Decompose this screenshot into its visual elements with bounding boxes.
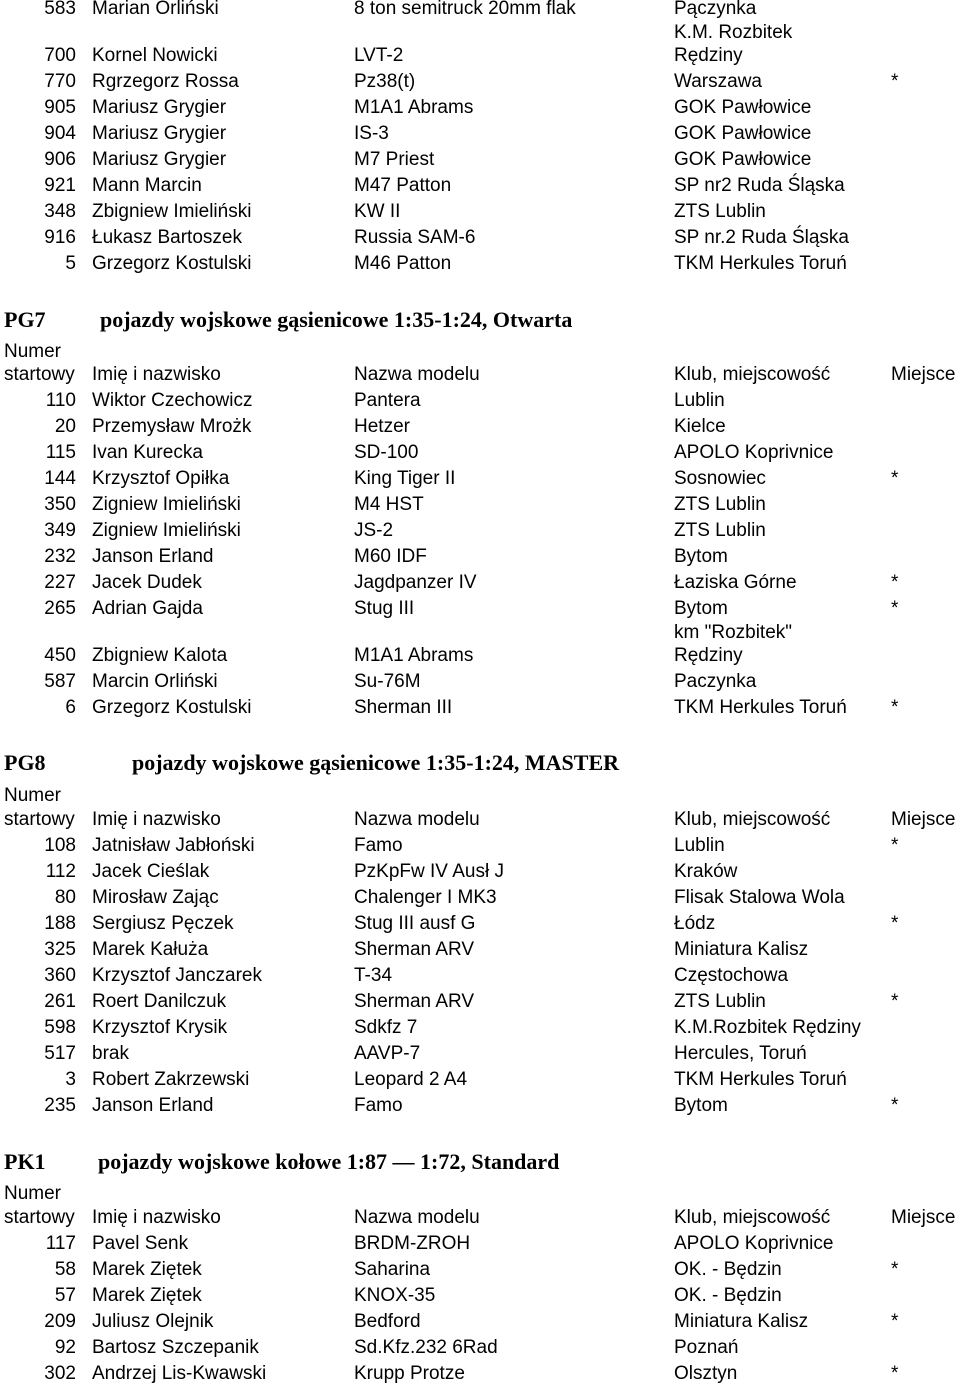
participant-name: Mariusz Grygier: [92, 149, 227, 170]
start-number: 302: [44, 1363, 76, 1384]
participant-name: Grzegorz Kostulski: [92, 253, 252, 274]
model-name: Russia SAM-6: [354, 227, 476, 248]
table-row: [0, 251, 960, 277]
start-number: 209: [44, 1311, 76, 1332]
section-title: pojazdy wojskowe gąsienicowe 1:35-1:24, MASTER: [132, 750, 620, 775]
club-location: ZTS Lublin: [674, 520, 766, 541]
start-number: 6: [65, 697, 76, 718]
table-row: [0, 859, 960, 885]
participant-name: Krzysztof Krysik: [92, 1017, 228, 1038]
start-number: 110: [45, 390, 76, 411]
participant-name: Zbigniew Kalota: [92, 645, 228, 666]
club-location: OK. - Będzin: [674, 1259, 782, 1280]
participant-name: Mirosław Zając: [92, 887, 219, 908]
header-place: Miejsce: [891, 809, 956, 830]
model-name: Krupp Protze: [354, 1363, 465, 1384]
club-location: Lublin: [674, 835, 725, 856]
start-number: 904: [44, 123, 76, 144]
place-marker: *: [891, 1363, 899, 1384]
place-marker: *: [891, 1095, 899, 1116]
header-model: Nazwa modelu: [354, 364, 480, 385]
model-name: Stug III: [354, 598, 415, 619]
start-number: 117: [45, 1233, 76, 1254]
participant-name: Mann Marcin: [92, 175, 202, 196]
table-row: [0, 963, 960, 989]
participant-name: Sergiusz Pęczek: [92, 913, 234, 934]
model-name: JS-2: [354, 520, 394, 541]
start-number: 921: [44, 175, 76, 196]
club-location: Paczynka: [674, 671, 757, 692]
model-name: M1A1 Abrams: [354, 97, 474, 118]
club-location-line2: K.M. Rozbitek: [674, 22, 793, 43]
place-marker: *: [891, 1311, 899, 1332]
start-number: 517: [44, 1043, 76, 1064]
participant-name: Adrian Gajda: [92, 598, 203, 619]
model-name: M60 IDF: [354, 546, 427, 567]
club-location: Flisak Stalowa Wola: [674, 887, 845, 908]
table-row: [0, 570, 960, 596]
section-heading-pk1: [0, 1147, 960, 1177]
club-location: GOK Pawłowice: [674, 149, 812, 170]
model-name: Pz38(t): [354, 71, 416, 92]
table-row: [0, 518, 960, 544]
table-row: [0, 492, 960, 518]
model-name: Sdkfz 7: [354, 1017, 418, 1038]
header-name: Imię i nazwisko: [92, 364, 221, 385]
club-location: Olsztyn: [674, 1363, 738, 1384]
header-place: Miejsce: [891, 364, 956, 385]
club-location: Pączynka: [674, 0, 757, 19]
place-marker: *: [891, 71, 899, 92]
place-marker: *: [891, 991, 899, 1012]
table-row: [0, 466, 960, 492]
club-location: APOLO Koprivnice: [674, 1233, 834, 1254]
table-header: [0, 807, 960, 833]
header-startowy: startowy: [4, 809, 75, 830]
start-number: 261: [44, 991, 76, 1012]
club-location: K.M.Rozbitek Rędziny: [674, 1017, 861, 1038]
start-number: 770: [44, 71, 76, 92]
club-location: OK. - Będzin: [674, 1285, 782, 1306]
participant-name: Jacek Cieślak: [92, 861, 210, 882]
start-number: 80: [54, 887, 76, 908]
start-number: 350: [44, 494, 76, 515]
place-marker: *: [891, 598, 899, 619]
model-name: M4 HST: [354, 494, 424, 515]
club-location: TKM Herkules Toruń: [674, 697, 847, 718]
section-code: PK1: [4, 1149, 46, 1174]
start-number: 905: [44, 97, 76, 118]
header-club: Klub, miejscowość: [674, 809, 831, 830]
participant-name: Marek Ziętek: [92, 1259, 202, 1280]
club-location: Bytom: [674, 546, 728, 567]
model-name: Sherman ARV: [354, 991, 475, 1012]
participant-name: Jacek Dudek: [92, 572, 202, 593]
club-location: SP nr.2 Ruda Śląska: [674, 227, 849, 248]
header-place: Miejsce: [891, 1207, 956, 1228]
club-location-line1: km "Rozbitek": [674, 622, 793, 643]
start-number: 325: [44, 939, 76, 960]
start-number: 232: [44, 546, 76, 567]
start-number: 108: [44, 835, 76, 856]
club-location: Kraków: [674, 861, 738, 882]
table-row: [0, 833, 960, 859]
start-number: 227: [44, 572, 76, 593]
start-number: 235: [44, 1095, 76, 1116]
participant-name: Roert Danilczuk: [92, 991, 227, 1012]
club-location: SP nr2 Ruda Śląska: [674, 175, 845, 196]
section-heading-pg8: [0, 748, 960, 778]
participant-name: Juliusz Olejnik: [92, 1311, 214, 1332]
table-row: [0, 1361, 960, 1387]
model-name: SD-100: [354, 442, 419, 463]
table-row: [0, 1257, 960, 1283]
header-name: Imię i nazwisko: [92, 1207, 221, 1228]
place-marker: *: [891, 468, 899, 489]
table-row: [0, 885, 960, 911]
model-name: T-34: [354, 965, 393, 986]
participant-name: Jatnisław Jabłoński: [92, 835, 255, 856]
place-marker: *: [891, 572, 899, 593]
start-number: 188: [44, 913, 76, 934]
section-title: pojazdy wojskowe gąsienicowe 1:35-1:24, Otwarta: [100, 307, 573, 332]
model-name: AAVP-7: [354, 1043, 421, 1064]
club-location: Łódz: [674, 913, 716, 934]
table-row: [0, 669, 960, 695]
model-name: Leopard 2 A4: [354, 1069, 468, 1090]
model-name: M46 Patton: [354, 253, 452, 274]
table-row: [0, 225, 960, 251]
start-number: 583: [44, 0, 76, 19]
table-row: [0, 544, 960, 570]
table-row: [0, 121, 960, 147]
club-location: Lublin: [674, 390, 725, 411]
table-row: [0, 695, 960, 721]
club-location: Rędziny: [674, 45, 743, 66]
table-row: [0, 147, 960, 173]
place-marker: *: [891, 835, 899, 856]
table-row: [0, 937, 960, 963]
model-name: Sherman III: [354, 697, 453, 718]
participant-name: Grzegorz Kostulski: [92, 697, 252, 718]
club-location: Rędziny: [674, 645, 743, 666]
club-location: ZTS Lublin: [674, 494, 766, 515]
club-location: Bytom: [674, 598, 728, 619]
header-name: Imię i nazwisko: [92, 809, 221, 830]
participant-name: Robert Zakrzewski: [92, 1069, 250, 1090]
start-number: 92: [54, 1337, 76, 1358]
section-code: PG8: [4, 750, 46, 775]
start-number: 598: [44, 1017, 76, 1038]
place-marker: *: [891, 697, 899, 718]
participant-name: Janson Erland: [92, 1095, 214, 1116]
header-numer: Numer: [4, 1183, 62, 1204]
table-row: [0, 199, 960, 225]
model-name: Jagdpanzer IV: [354, 572, 477, 593]
club-location: TKM Herkules Toruń: [674, 1069, 847, 1090]
header-club: Klub, miejscowość: [674, 1207, 831, 1228]
table-row: [0, 643, 960, 669]
table-header: [0, 362, 960, 388]
start-number: 58: [54, 1259, 76, 1280]
table-row: [0, 440, 960, 466]
model-name: Famo: [354, 1095, 403, 1116]
club-location: Hercules, Toruń: [674, 1043, 807, 1064]
table-row: [0, 0, 960, 22]
model-name: Sd.Kfz.232 6Rad: [354, 1337, 498, 1358]
start-number: 265: [44, 598, 76, 619]
participant-name: Marcin Orliński: [92, 671, 218, 692]
model-name: KW II: [354, 201, 401, 222]
model-name: M7 Priest: [354, 149, 435, 170]
model-name: PzKpFw IV Ausł J: [354, 861, 504, 882]
start-number: 57: [54, 1285, 76, 1306]
participant-name: Andrzej Lis-Kwawski: [92, 1363, 267, 1384]
participant-name: Krzysztof Opiłka: [92, 468, 230, 489]
start-number: 450: [44, 645, 76, 666]
participant-name: Ivan Kurecka: [92, 442, 203, 463]
participant-name: Janson Erland: [92, 546, 214, 567]
club-location: Warszawa: [674, 71, 762, 92]
header-model: Nazwa modelu: [354, 1207, 480, 1228]
place-marker: *: [891, 913, 899, 934]
model-name: M1A1 Abrams: [354, 645, 474, 666]
participant-name: Bartosz Szczepanik: [92, 1337, 259, 1358]
model-name: Famo: [354, 835, 403, 856]
participant-name: Wiktor Czechowicz: [92, 390, 253, 411]
table-row: [0, 1335, 960, 1361]
table-row: [0, 43, 960, 69]
model-name: King Tiger II: [354, 468, 456, 489]
table-row: [0, 1067, 960, 1093]
start-number: 700: [44, 45, 76, 66]
start-number: 3: [65, 1069, 76, 1090]
participant-name: Zbigniew Imieliński: [92, 201, 252, 222]
table-row: [0, 989, 960, 1015]
header-startowy: startowy: [4, 1207, 75, 1228]
club-location: Kielce: [674, 416, 726, 437]
start-number: 20: [54, 416, 76, 437]
header-model: Nazwa modelu: [354, 809, 480, 830]
club-location: Miniatura Kalisz: [674, 1311, 809, 1332]
model-name: Saharina: [354, 1259, 431, 1280]
participant-name: Kornel Nowicki: [92, 45, 218, 66]
participant-name: Zigniew Imieliński: [92, 494, 241, 515]
participant-name: Mariusz Grygier: [92, 97, 227, 118]
start-number: 5: [65, 253, 76, 274]
participant-name: Przemysław Mrożk: [92, 416, 252, 437]
participant-name: Rgrzegorz Rossa: [92, 71, 239, 92]
header-numer: Numer: [4, 341, 62, 362]
club-location: GOK Pawłowice: [674, 97, 812, 118]
model-name: Stug III ausf G: [354, 913, 476, 934]
section-title: pojazdy wojskowe kołowe 1:87 — 1:72, Standard: [98, 1149, 560, 1174]
participant-name: Krzysztof Janczarek: [92, 965, 262, 986]
model-name: Sherman ARV: [354, 939, 475, 960]
club-location: Sosnowiec: [674, 468, 766, 489]
model-name: KNOX-35: [354, 1285, 436, 1306]
table-row: [0, 1283, 960, 1309]
table-row: [0, 414, 960, 440]
start-number: 115: [45, 442, 76, 463]
start-number: 144: [44, 468, 76, 489]
club-location: Poznań: [674, 1337, 739, 1358]
table-row: [0, 95, 960, 121]
section-code: PG7: [4, 307, 46, 332]
table-row: [0, 1015, 960, 1041]
start-number: 906: [44, 149, 76, 170]
start-number: 349: [44, 520, 76, 541]
club-location: APOLO Koprivnice: [674, 442, 834, 463]
start-number: 587: [44, 671, 76, 692]
table-row: [0, 1041, 960, 1067]
participant-name: Marian Orliński: [92, 0, 219, 19]
table-row: [0, 1231, 960, 1257]
table-row: [0, 911, 960, 937]
participant-name: Zigniew Imieliński: [92, 520, 241, 541]
table-row: [0, 1309, 960, 1335]
start-number: 360: [44, 965, 76, 986]
table-row: [0, 173, 960, 199]
model-name: 8 ton semitruck 20mm flak: [354, 0, 576, 19]
club-location: Miniatura Kalisz: [674, 939, 809, 960]
club-location: ZTS Lublin: [674, 991, 766, 1012]
model-name: M47 Patton: [354, 175, 452, 196]
table-row: [0, 596, 960, 622]
model-name: IS-3: [354, 123, 389, 144]
model-name: Pantera: [354, 390, 421, 411]
table-row: [0, 1093, 960, 1119]
model-name: Chalenger I MK3: [354, 887, 497, 908]
model-name: LVT-2: [354, 45, 404, 66]
start-number: 112: [45, 861, 76, 882]
header-startowy: startowy: [4, 364, 75, 385]
club-location: Bytom: [674, 1095, 728, 1116]
section-heading-pg7: [0, 305, 960, 335]
participant-name: brak: [92, 1043, 129, 1064]
participant-name: Mariusz Grygier: [92, 123, 227, 144]
table-row: [0, 388, 960, 414]
start-number: 348: [44, 201, 76, 222]
club-location: Łaziska Górne: [674, 572, 797, 593]
club-location: TKM Herkules Toruń: [674, 253, 847, 274]
club-location: Częstochowa: [674, 965, 789, 986]
table-row: [0, 69, 960, 95]
model-name: BRDM-ZROH: [354, 1233, 471, 1254]
participant-name: Marek Kałuża: [92, 939, 209, 960]
club-location: ZTS Lublin: [674, 201, 766, 222]
model-name: Su-76M: [354, 671, 421, 692]
club-location: GOK Pawłowice: [674, 123, 812, 144]
participant-name: Łukasz Bartoszek: [92, 227, 242, 248]
header-club: Klub, miejscowość: [674, 364, 831, 385]
participant-name: Pavel Senk: [92, 1233, 189, 1254]
model-name: Bedford: [354, 1311, 421, 1332]
table-header: [0, 1205, 960, 1231]
participant-name: Marek Ziętek: [92, 1285, 202, 1306]
model-name: Hetzer: [354, 416, 410, 437]
place-marker: *: [891, 1259, 899, 1280]
start-number: 916: [44, 227, 76, 248]
header-numer: Numer: [4, 785, 62, 806]
